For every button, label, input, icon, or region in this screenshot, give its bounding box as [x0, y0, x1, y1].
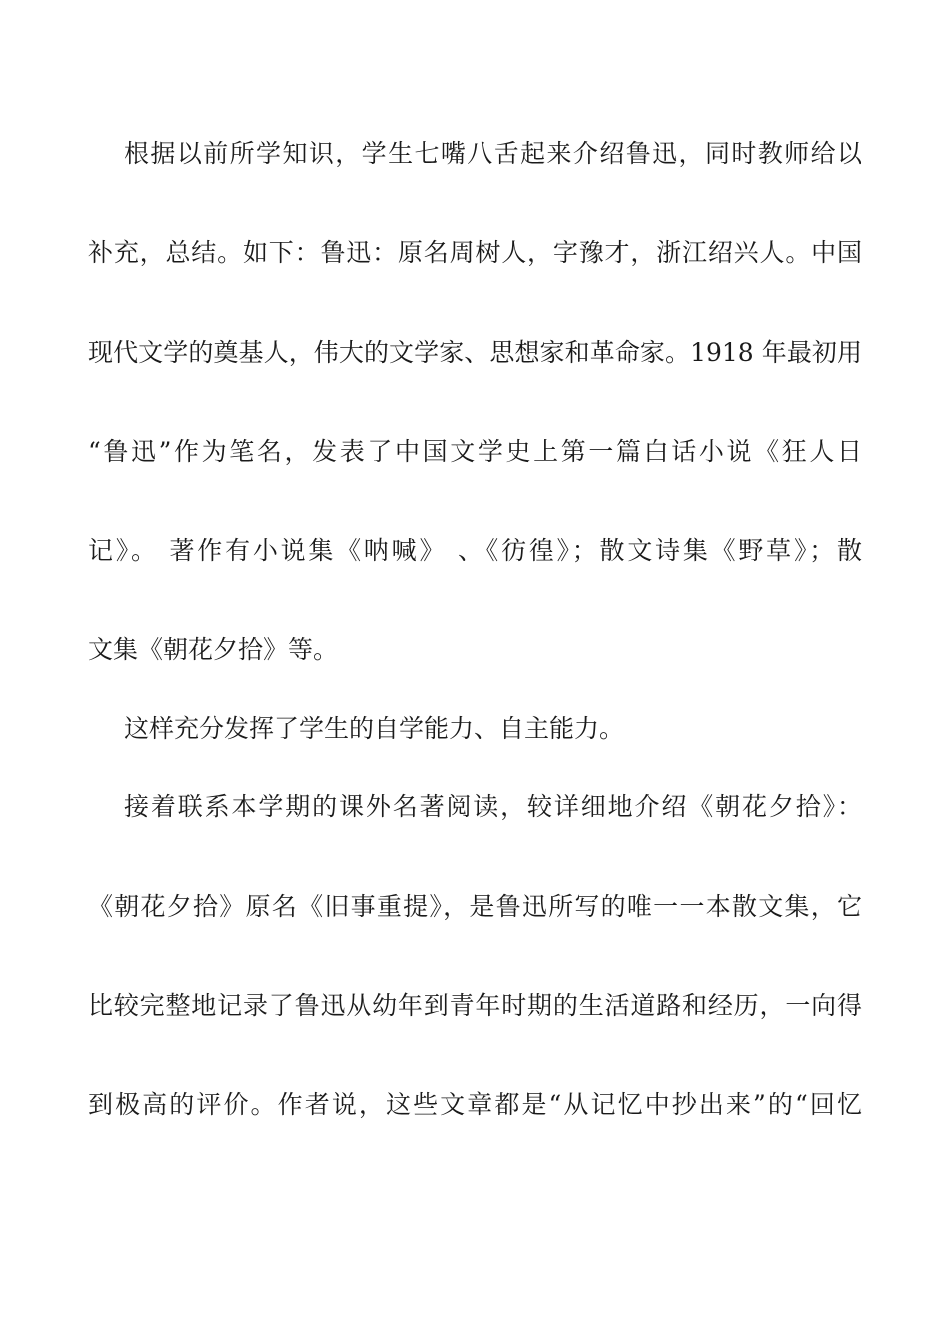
text-line: 《朝花夕拾》原名《旧事重提》，是鲁迅所写的唯一一本散文集，它	[88, 892, 862, 921]
text-line: 现代文学的奠基人，伟大的文学家、思想家和革命家。1918 年最初用	[88, 338, 862, 367]
text-line: “鲁迅”作为笔名，发表了中国文学史上第一篇白话小说《狂人日	[88, 437, 862, 466]
text-line: 到极高的评价。作者说，这些文章都是“从记忆中抄出来”的“回忆	[88, 1090, 862, 1119]
text-line: 文集《朝花夕拾》等。	[88, 635, 339, 664]
text-line: 比较完整地记录了鲁迅从幼年到青年时期的生活道路和经历，一向得	[88, 991, 862, 1020]
text-line: 补充，总结。如下：鲁迅：原名周树人，字豫才，浙江绍兴人。中国	[88, 238, 862, 267]
text-line: 接着联系本学期的课外名著阅读，较详细地介绍《朝花夕拾》：	[124, 792, 862, 821]
text-line: 记》。 著作有小说集《呐喊》 、《彷徨》；散文诗集《野草》；散	[88, 536, 862, 565]
text-line: 根据以前所学知识，学生七嘴八舌起来介绍鲁迅，同时教师给以	[124, 139, 862, 168]
text-line: 这样充分发挥了学生的自学能力、自主能力。	[124, 714, 625, 743]
